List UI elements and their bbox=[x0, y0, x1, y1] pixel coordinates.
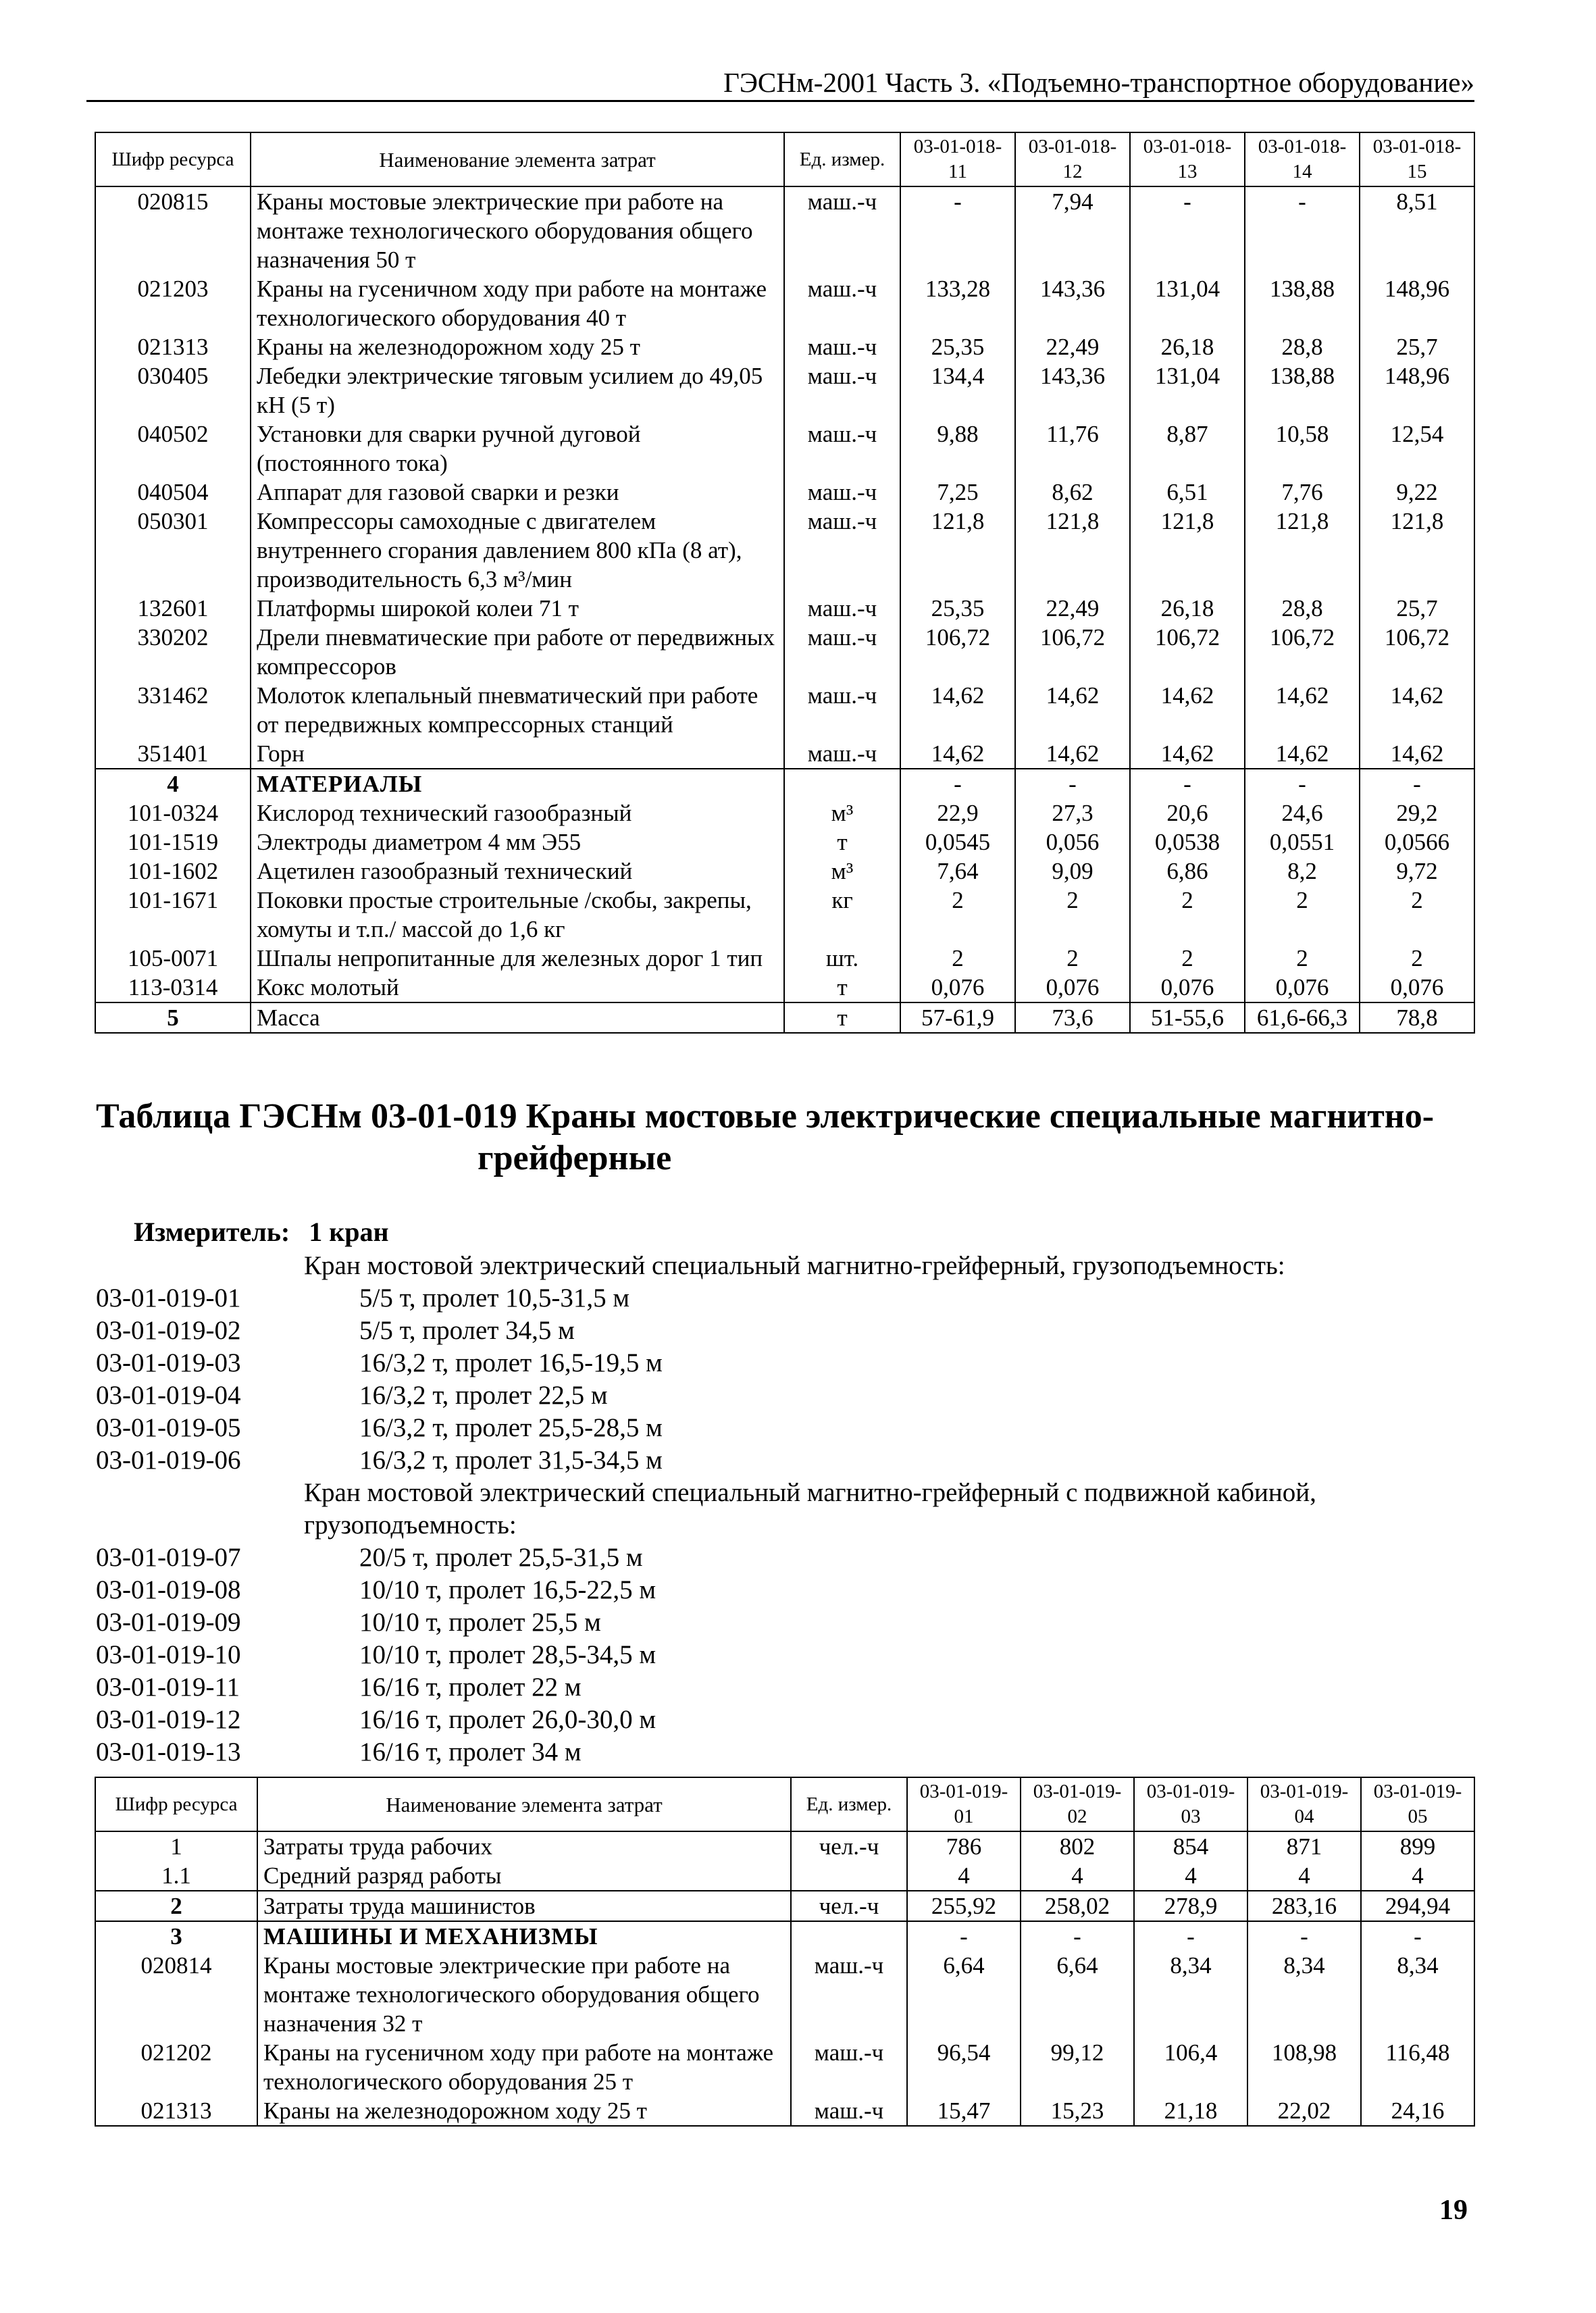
column-header: Ед. измер. bbox=[791, 1777, 907, 1831]
value-cell: 6,51 bbox=[1130, 478, 1245, 507]
value-cell: 9,09 bbox=[1015, 857, 1130, 886]
unit-cell: маш.-ч bbox=[784, 594, 900, 623]
value-cell: 11,76 bbox=[1015, 420, 1130, 478]
value-cell: 108,98 bbox=[1247, 2038, 1361, 2096]
value-cell: 14,62 bbox=[1360, 739, 1474, 769]
resource-code: 1 bbox=[95, 1831, 257, 1861]
value-cell: 14,62 bbox=[1245, 681, 1360, 739]
cost-item-name: Затраты труда рабочих bbox=[257, 1831, 791, 1861]
value-cell: 2 bbox=[1360, 886, 1474, 944]
value-cell: 99,12 bbox=[1021, 2038, 1134, 2096]
value-cell: 802 bbox=[1021, 1831, 1134, 1861]
table-header-row bbox=[95, 1777, 1474, 1831]
unit-cell: шт. bbox=[784, 944, 900, 973]
value-cell: 138,88 bbox=[1245, 274, 1360, 332]
code-list-codes bbox=[96, 1542, 240, 1769]
value-cell: - bbox=[1245, 186, 1360, 274]
value-cell: 871 bbox=[1247, 1831, 1361, 1861]
value-cell: 8,34 bbox=[1361, 1951, 1474, 2038]
cost-item-name: Лебедки электрические тяговым усилием до 49,05 кН (5 т) bbox=[251, 361, 784, 420]
unit-cell: маш.-ч bbox=[784, 507, 900, 594]
code-item: 03-01-019-13 bbox=[96, 1737, 241, 1766]
code-item: 03-01-019-12 bbox=[96, 1705, 241, 1734]
value-cell: 8,87 bbox=[1130, 420, 1245, 478]
value-cell: 143,36 bbox=[1015, 361, 1130, 420]
cost-item-name: МАТЕРИАЛЫ bbox=[251, 769, 784, 798]
column-header: 03-01-018-12 bbox=[1015, 132, 1130, 186]
value-cell: 8,2 bbox=[1245, 857, 1360, 886]
cost-item-name: Горн bbox=[251, 739, 784, 769]
table-row bbox=[95, 274, 1474, 332]
value-cell: 4 bbox=[1021, 1861, 1134, 1891]
value-cell: 2 bbox=[900, 944, 1015, 973]
value-cell: 22,02 bbox=[1247, 2096, 1361, 2126]
code-description: 10/10 т, пролет 16,5-22,5 м bbox=[359, 1575, 657, 1604]
value-cell: 61,6-66,3 bbox=[1245, 1002, 1360, 1033]
value-cell: 121,8 bbox=[1360, 507, 1474, 594]
resource-code: 331462 bbox=[95, 681, 251, 739]
value-cell: - bbox=[1360, 769, 1474, 798]
value-cell: 2 bbox=[1015, 886, 1130, 944]
value-cell: 2 bbox=[1360, 944, 1474, 973]
unit-cell: маш.-ч bbox=[784, 361, 900, 420]
value-cell: 0,0566 bbox=[1360, 828, 1474, 857]
value-cell: 28,8 bbox=[1245, 332, 1360, 361]
unit-cell bbox=[784, 769, 900, 798]
column-header: Наименование элемента затрат bbox=[251, 132, 784, 186]
cost-item-name: Аппарат для газовой сварки и резки bbox=[251, 478, 784, 507]
cost-item-name: МАШИНЫ И МЕХАНИЗМЫ bbox=[257, 1921, 791, 1951]
value-cell: 24,16 bbox=[1361, 2096, 1474, 2126]
resource-code: 4 bbox=[95, 769, 251, 798]
value-cell: 116,48 bbox=[1361, 2038, 1474, 2096]
cost-item-name: Краны на железнодорожном ходу 25 т bbox=[251, 332, 784, 361]
value-cell: 26,18 bbox=[1130, 594, 1245, 623]
value-cell: 278,9 bbox=[1134, 1891, 1247, 1921]
unit-cell: чел.-ч bbox=[791, 1831, 907, 1861]
code-item: 03-01-019-02 bbox=[96, 1316, 241, 1345]
running-header: ГЭСНм-2001 Часть 3. «Подъемно-транспортное оборудование» bbox=[723, 67, 1474, 98]
value-cell: 15,23 bbox=[1021, 2096, 1134, 2126]
value-cell: 106,72 bbox=[1245, 623, 1360, 681]
code-item: 03-01-019-04 bbox=[96, 1381, 241, 1410]
value-cell: 0,0551 bbox=[1245, 828, 1360, 857]
unit-cell: маш.-ч bbox=[784, 623, 900, 681]
resource-code: 021203 bbox=[95, 274, 251, 332]
value-cell: 7,94 bbox=[1015, 186, 1130, 274]
table-row bbox=[95, 681, 1474, 739]
table-row bbox=[95, 944, 1474, 973]
cost-item-name: Ацетилен газообразный технический bbox=[251, 857, 784, 886]
resource-code: 1.1 bbox=[95, 1861, 257, 1891]
value-cell: 22,9 bbox=[900, 798, 1015, 828]
group-heading: Кран мостовой электрический специальный магнитно-грейферный, грузоподъемность: bbox=[304, 1251, 1285, 1280]
value-cell: 121,8 bbox=[900, 507, 1015, 594]
code-description: 20/5 т, пролет 25,5-31,5 м bbox=[359, 1543, 643, 1572]
value-cell: 29,2 bbox=[1360, 798, 1474, 828]
value-cell: 14,62 bbox=[900, 681, 1015, 739]
measure-value: 1 кран bbox=[309, 1217, 389, 1247]
code-description: 16/16 т, пролет 26,0-30,0 м bbox=[359, 1705, 657, 1734]
value-cell: 106,72 bbox=[900, 623, 1015, 681]
value-cell: 4 bbox=[1247, 1861, 1361, 1891]
table-title-line2: грейферные bbox=[478, 1139, 672, 1177]
unit-cell: т bbox=[784, 973, 900, 1002]
value-cell: 2 bbox=[1130, 944, 1245, 973]
cost-item-name: Краны на гусеничном ходу при работе на монтаже технологического оборудования 25 т bbox=[257, 2038, 791, 2096]
table-row bbox=[95, 361, 1474, 420]
column-header: Наименование элемента затрат bbox=[257, 1777, 791, 1831]
value-cell: 27,3 bbox=[1015, 798, 1130, 828]
value-cell: 121,8 bbox=[1130, 507, 1245, 594]
table-row bbox=[95, 886, 1474, 944]
column-header: Шифр ресурса bbox=[95, 1777, 257, 1831]
table-row bbox=[95, 420, 1474, 478]
value-cell: 121,8 bbox=[1245, 507, 1360, 594]
value-cell: 9,88 bbox=[900, 420, 1015, 478]
value-cell: 106,72 bbox=[1360, 623, 1474, 681]
value-cell: 106,4 bbox=[1134, 2038, 1247, 2096]
value-cell: 14,62 bbox=[1245, 739, 1360, 769]
table-row bbox=[95, 594, 1474, 623]
value-cell: 134,4 bbox=[900, 361, 1015, 420]
resource-code: 101-1671 bbox=[95, 886, 251, 944]
unit-cell: маш.-ч bbox=[784, 420, 900, 478]
value-cell: 14,62 bbox=[1130, 739, 1245, 769]
value-cell: 8,34 bbox=[1247, 1951, 1361, 2038]
value-cell: 283,16 bbox=[1247, 1891, 1361, 1921]
value-cell: 106,72 bbox=[1130, 623, 1245, 681]
value-cell: 255,92 bbox=[907, 1891, 1021, 1921]
value-cell: 6,64 bbox=[1021, 1951, 1134, 2038]
column-header: 03-01-019-05 bbox=[1361, 1777, 1474, 1831]
value-cell: 106,72 bbox=[1015, 623, 1130, 681]
code-description: 10/10 т, пролет 25,5 м bbox=[359, 1608, 601, 1637]
table-row bbox=[95, 769, 1474, 798]
value-cell: 25,7 bbox=[1360, 332, 1474, 361]
value-cell: 258,02 bbox=[1021, 1891, 1134, 1921]
value-cell: 25,35 bbox=[900, 332, 1015, 361]
value-cell: 2 bbox=[1015, 944, 1130, 973]
resource-table-019 bbox=[95, 1777, 1475, 2127]
column-header: 03-01-018-15 bbox=[1360, 132, 1474, 186]
value-cell: - bbox=[900, 769, 1015, 798]
value-cell: 2 bbox=[1245, 886, 1360, 944]
column-header: Шифр ресурса bbox=[95, 132, 251, 186]
value-cell: 294,94 bbox=[1361, 1891, 1474, 1921]
column-header: Ед. измер. bbox=[784, 132, 900, 186]
code-item: 03-01-019-10 bbox=[96, 1640, 241, 1669]
resource-code: 021202 bbox=[95, 2038, 257, 2096]
value-cell: 26,18 bbox=[1130, 332, 1245, 361]
value-cell: 143,36 bbox=[1015, 274, 1130, 332]
code-item: 03-01-019-11 bbox=[96, 1673, 240, 1702]
value-cell: 78,8 bbox=[1360, 1002, 1474, 1033]
value-cell: 0,076 bbox=[1015, 973, 1130, 1002]
table-row bbox=[95, 739, 1474, 769]
value-cell: 4 bbox=[1134, 1861, 1247, 1891]
group-heading: Кран мостовой электрический специальный магнитно-грейферный с подвижной кабиной, грузоподъемность: bbox=[304, 1478, 1316, 1540]
value-cell: 138,88 bbox=[1245, 361, 1360, 420]
resource-code: 050301 bbox=[95, 507, 251, 594]
code-description: 16/3,2 т, пролет 16,5-19,5 м bbox=[359, 1348, 663, 1377]
value-cell: 25,35 bbox=[900, 594, 1015, 623]
unit-cell: маш.-ч bbox=[784, 186, 900, 274]
value-cell: 2 bbox=[1130, 886, 1245, 944]
code-item: 03-01-019-07 bbox=[96, 1543, 241, 1572]
table-row bbox=[95, 1951, 1474, 2038]
code-item: 03-01-019-08 bbox=[96, 1575, 241, 1604]
header-rule bbox=[86, 100, 1474, 102]
table-row bbox=[95, 973, 1474, 1002]
unit-cell: кг bbox=[784, 886, 900, 944]
value-cell: 0,076 bbox=[900, 973, 1015, 1002]
value-cell: 14,62 bbox=[1015, 739, 1130, 769]
cost-item-name: Краны на гусеничном ходу при работе на монтаже технологического оборудования 40 т bbox=[251, 274, 784, 332]
column-header: 03-01-019-02 bbox=[1021, 1777, 1134, 1831]
value-cell: - bbox=[1134, 1921, 1247, 1951]
table-row bbox=[95, 1831, 1474, 1861]
table-row bbox=[95, 2096, 1474, 2126]
value-cell: 12,54 bbox=[1360, 420, 1474, 478]
resource-code: 113-0314 bbox=[95, 973, 251, 1002]
code-item: 03-01-019-09 bbox=[96, 1608, 241, 1637]
resource-code: 3 bbox=[95, 1921, 257, 1951]
value-cell: 22,49 bbox=[1015, 594, 1130, 623]
cost-item-name: Кокс молотый bbox=[251, 973, 784, 1002]
value-cell: 854 bbox=[1134, 1831, 1247, 1861]
value-cell: 96,54 bbox=[907, 2038, 1021, 2096]
unit-cell bbox=[791, 1921, 907, 1951]
value-cell: 2 bbox=[1245, 944, 1360, 973]
value-cell: 7,25 bbox=[900, 478, 1015, 507]
value-cell: 8,34 bbox=[1134, 1951, 1247, 2038]
value-cell: 57-61,9 bbox=[900, 1002, 1015, 1033]
code-item: 03-01-019-01 bbox=[96, 1283, 241, 1313]
resource-code: 101-1602 bbox=[95, 857, 251, 886]
column-header: 03-01-018-13 bbox=[1130, 132, 1245, 186]
code-description: 5/5 т, пролет 10,5-31,5 м bbox=[359, 1283, 630, 1313]
value-cell: - bbox=[907, 1921, 1021, 1951]
value-cell: 10,58 bbox=[1245, 420, 1360, 478]
code-description: 16/16 т, пролет 22 м bbox=[359, 1673, 582, 1702]
value-cell: - bbox=[1247, 1921, 1361, 1951]
table-title-line1: Таблица ГЭСНм 03-01-019 Краны мостовые электрические специальные магнитно- bbox=[96, 1097, 1435, 1136]
page-number: 19 bbox=[1439, 2195, 1468, 2226]
value-cell: 0,076 bbox=[1245, 973, 1360, 1002]
value-cell: 148,96 bbox=[1360, 361, 1474, 420]
cost-item-name: Шпалы непропитанные для железных дорог 1 тип bbox=[251, 944, 784, 973]
unit-cell bbox=[791, 1861, 907, 1891]
value-cell: 6,64 bbox=[907, 1951, 1021, 2038]
resource-code: 020814 bbox=[95, 1951, 257, 2038]
resource-code: 351401 bbox=[95, 739, 251, 769]
table-row bbox=[95, 1891, 1474, 1921]
resource-code: 030405 bbox=[95, 361, 251, 420]
unit-cell: т bbox=[784, 1002, 900, 1033]
value-cell: 148,96 bbox=[1360, 274, 1474, 332]
value-cell: 8,62 bbox=[1015, 478, 1130, 507]
value-cell: 786 bbox=[907, 1831, 1021, 1861]
value-cell: 14,62 bbox=[900, 739, 1015, 769]
value-cell: 133,28 bbox=[900, 274, 1015, 332]
resource-code: 040502 bbox=[95, 420, 251, 478]
table-row bbox=[95, 478, 1474, 507]
value-cell: 4 bbox=[907, 1861, 1021, 1891]
value-cell: 4 bbox=[1361, 1861, 1474, 1891]
cost-item-name: Платформы широкой колеи 71 т bbox=[251, 594, 784, 623]
code-item: 03-01-019-06 bbox=[96, 1446, 241, 1475]
resource-code: 021313 bbox=[95, 2096, 257, 2126]
value-cell: 0,0538 bbox=[1130, 828, 1245, 857]
code-item: 03-01-019-03 bbox=[96, 1348, 241, 1377]
resource-code: 101-1519 bbox=[95, 828, 251, 857]
value-cell: 25,7 bbox=[1360, 594, 1474, 623]
resource-code: 105-0071 bbox=[95, 944, 251, 973]
unit-cell: м³ bbox=[784, 798, 900, 828]
unit-cell: маш.-ч bbox=[791, 2096, 907, 2126]
value-cell: 14,62 bbox=[1130, 681, 1245, 739]
value-cell: 21,18 bbox=[1134, 2096, 1247, 2126]
table-row bbox=[95, 798, 1474, 828]
resource-code: 330202 bbox=[95, 623, 251, 681]
value-cell: 9,22 bbox=[1360, 478, 1474, 507]
resource-code: 040504 bbox=[95, 478, 251, 507]
code-item: 03-01-019-05 bbox=[96, 1413, 241, 1442]
table-row bbox=[95, 1002, 1474, 1033]
value-cell: 7,76 bbox=[1245, 478, 1360, 507]
table-row bbox=[95, 857, 1474, 886]
value-cell: - bbox=[1015, 769, 1130, 798]
unit-cell: чел.-ч bbox=[791, 1891, 907, 1921]
cost-item-name: Краны мостовые электрические при работе на монтаже технологического оборудования общего назначения 32 т bbox=[257, 1951, 791, 2038]
unit-cell: маш.-ч bbox=[791, 2038, 907, 2096]
value-cell: 121,8 bbox=[1015, 507, 1130, 594]
value-cell: 131,04 bbox=[1130, 361, 1245, 420]
cost-item-name: Краны мостовые электрические при работе на монтаже технологического оборудования общего назначения 50 т bbox=[251, 186, 784, 274]
value-cell: 9,72 bbox=[1360, 857, 1474, 886]
value-cell: 51-55,6 bbox=[1130, 1002, 1245, 1033]
value-cell: 14,62 bbox=[1360, 681, 1474, 739]
measure-label: Измеритель: bbox=[134, 1217, 290, 1247]
table-title bbox=[96, 1096, 1501, 1179]
cost-item-name: Кислород технический газообразный bbox=[251, 798, 784, 828]
value-cell: 2 bbox=[900, 886, 1015, 944]
value-cell: 6,86 bbox=[1130, 857, 1245, 886]
code-list-descriptions bbox=[359, 1542, 656, 1769]
table-row bbox=[95, 186, 1474, 274]
value-cell: 7,64 bbox=[900, 857, 1015, 886]
value-cell: 14,62 bbox=[1015, 681, 1130, 739]
table-row bbox=[95, 828, 1474, 857]
measure-line bbox=[134, 1216, 389, 1248]
code-description: 10/10 т, пролет 28,5-34,5 м bbox=[359, 1640, 657, 1669]
table-row bbox=[95, 1921, 1474, 1951]
unit-cell: м³ bbox=[784, 857, 900, 886]
value-cell: 0,076 bbox=[1130, 973, 1245, 1002]
value-cell: 24,6 bbox=[1245, 798, 1360, 828]
column-header: 03-01-019-01 bbox=[907, 1777, 1021, 1831]
code-list-codes bbox=[96, 1282, 240, 1477]
resource-code: 132601 bbox=[95, 594, 251, 623]
unit-cell: маш.-ч bbox=[784, 739, 900, 769]
value-cell: - bbox=[1361, 1921, 1474, 1951]
resource-code: 5 bbox=[95, 1002, 251, 1033]
unit-cell: маш.-ч bbox=[784, 274, 900, 332]
unit-cell: т bbox=[784, 828, 900, 857]
table-row bbox=[95, 2038, 1474, 2096]
value-cell: 20,6 bbox=[1130, 798, 1245, 828]
code-description: 16/3,2 т, пролет 25,5-28,5 м bbox=[359, 1413, 663, 1442]
code-description: 16/16 т, пролет 34 м bbox=[359, 1737, 582, 1766]
cost-item-name: Средний разряд работы bbox=[257, 1861, 791, 1891]
table-row bbox=[95, 623, 1474, 681]
table-row bbox=[95, 507, 1474, 594]
resource-code: 020815 bbox=[95, 186, 251, 274]
resource-code: 2 bbox=[95, 1891, 257, 1921]
cost-item-name: Поковки простые строительные /скобы, закрепы, хомуты и т.п./ массой до 1,6 кг bbox=[251, 886, 784, 944]
value-cell: - bbox=[1245, 769, 1360, 798]
code-description: 5/5 т, пролет 34,5 м bbox=[359, 1316, 575, 1345]
cost-item-name: Затраты труда машинистов bbox=[257, 1891, 791, 1921]
value-cell: 22,49 bbox=[1015, 332, 1130, 361]
value-cell: 131,04 bbox=[1130, 274, 1245, 332]
cost-item-name: Установки для сварки ручной дуговой (постоянного тока) bbox=[251, 420, 784, 478]
value-cell: 15,47 bbox=[907, 2096, 1021, 2126]
cost-item-name: Краны на железнодорожном ходу 25 т bbox=[257, 2096, 791, 2126]
unit-cell: маш.-ч bbox=[791, 1951, 907, 2038]
column-header: 03-01-019-04 bbox=[1247, 1777, 1361, 1831]
resource-code: 101-0324 bbox=[95, 798, 251, 828]
value-cell: 0,076 bbox=[1360, 973, 1474, 1002]
code-description: 16/3,2 т, пролет 31,5-34,5 м bbox=[359, 1446, 663, 1475]
value-cell: 0,056 bbox=[1015, 828, 1130, 857]
cost-item-name: Компрессоры самоходные с двигателем внутреннего сгорания давлением 800 кПа (8 ат), производительность 6,3 м³/мин bbox=[251, 507, 784, 594]
value-cell: 73,6 bbox=[1015, 1002, 1130, 1033]
column-header: 03-01-019-03 bbox=[1134, 1777, 1247, 1831]
column-header: 03-01-018-14 bbox=[1245, 132, 1360, 186]
table-header-row bbox=[95, 132, 1474, 186]
column-header: 03-01-018-11 bbox=[900, 132, 1015, 186]
value-cell: - bbox=[1130, 769, 1245, 798]
table-row bbox=[95, 332, 1474, 361]
cost-item-name: Молоток клепальный пневматический при работе от передвижных компрессорных станций bbox=[251, 681, 784, 739]
value-cell: - bbox=[900, 186, 1015, 274]
table-row bbox=[95, 1861, 1474, 1891]
value-cell: 28,8 bbox=[1245, 594, 1360, 623]
unit-cell: маш.-ч bbox=[784, 681, 900, 739]
value-cell: 8,51 bbox=[1360, 186, 1474, 274]
unit-cell: маш.-ч bbox=[784, 478, 900, 507]
cost-item-name: Масса bbox=[251, 1002, 784, 1033]
resource-table-018 bbox=[95, 132, 1475, 1034]
code-description: 16/3,2 т, пролет 22,5 м bbox=[359, 1381, 608, 1410]
cost-item-name: Дрели пневматические при работе от передвижных компрессоров bbox=[251, 623, 784, 681]
cost-item-name: Электроды диаметром 4 мм Э55 bbox=[251, 828, 784, 857]
unit-cell: маш.-ч bbox=[784, 332, 900, 361]
value-cell: 899 bbox=[1361, 1831, 1474, 1861]
code-list-descriptions bbox=[359, 1282, 663, 1477]
value-cell: - bbox=[1021, 1921, 1134, 1951]
resource-code: 021313 bbox=[95, 332, 251, 361]
value-cell: - bbox=[1130, 186, 1245, 274]
value-cell: 0,0545 bbox=[900, 828, 1015, 857]
